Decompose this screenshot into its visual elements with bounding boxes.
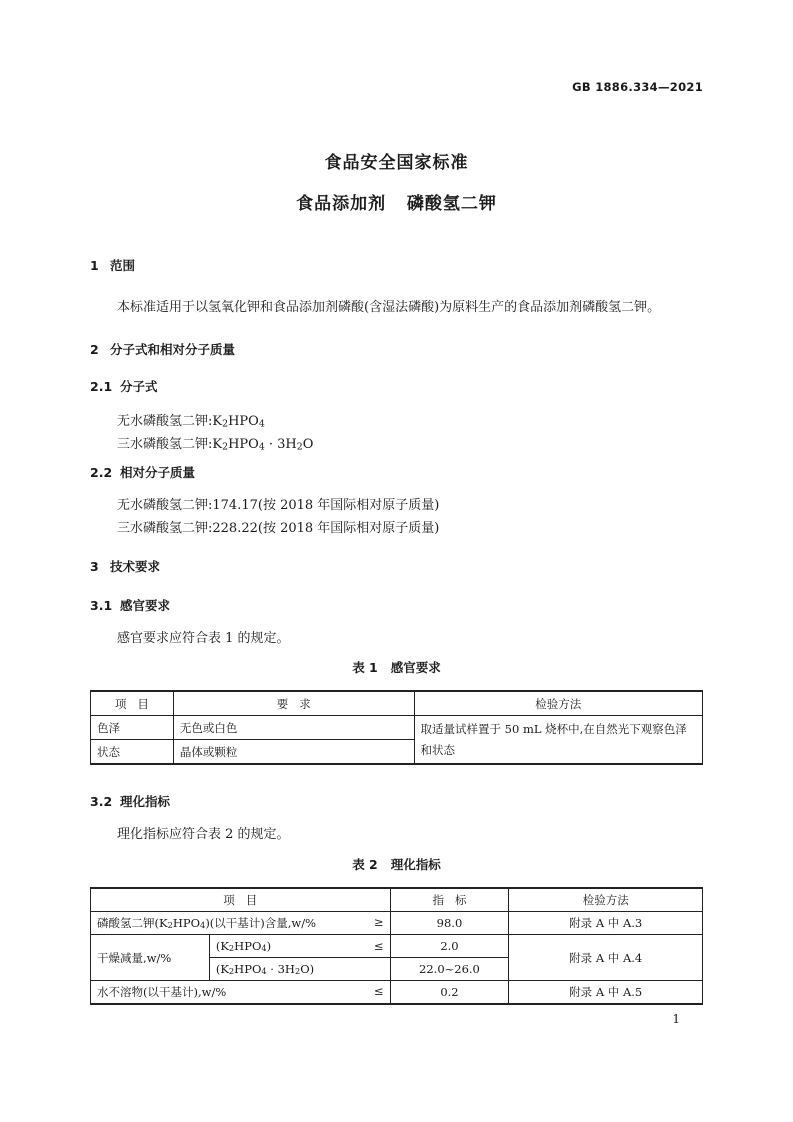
page-number: 1 bbox=[672, 1012, 680, 1026]
inequality-sign: ≤ bbox=[373, 984, 384, 998]
item-cell: 水不溶物(以干基计),w/% ≤ bbox=[91, 981, 391, 1005]
section-title: 相对分子质量 bbox=[120, 465, 196, 480]
physicochemical-indicators-table bbox=[90, 887, 703, 1005]
table-2-caption: 表 2 理化指标 bbox=[352, 857, 441, 872]
standard-number: GB 1886.334—2021 bbox=[572, 80, 703, 94]
formula-label: 三水磷酸氢二钾: bbox=[117, 437, 213, 452]
section-number: 3.1 bbox=[90, 598, 113, 613]
section-1-heading bbox=[90, 256, 135, 274]
section-number: 3.2 bbox=[90, 794, 113, 809]
section-number: 2 bbox=[90, 342, 99, 357]
scope-paragraph: 本标准适用于以氢氧化钾和食品添加剂磷酸(含湿法磷酸)为原料生产的食品添加剂磷酸氢二钾。 bbox=[117, 300, 661, 315]
molecular-mass-trihydrate: 三水磷酸氢二钾:228.22(按 2018 年国际相对原子质量) bbox=[117, 521, 440, 536]
item-cell: 干燥减量,w/% bbox=[91, 935, 210, 981]
molecular-mass-anhydrous: 无水磷酸氢二钾:174.17(按 2018 年国际相对原子质量) bbox=[117, 498, 440, 513]
physicochemical-paragraph: 理化指标应符合表 2 的规定。 bbox=[117, 827, 290, 842]
table-header-row bbox=[91, 888, 703, 912]
section-title: 分子式 bbox=[120, 379, 158, 394]
section-title: 感官要求 bbox=[120, 598, 171, 613]
sensory-paragraph: 感官要求应符合表 1 的规定。 bbox=[117, 631, 290, 646]
column-header: 指 标 bbox=[390, 888, 509, 912]
value-cell: 98.0 bbox=[390, 912, 509, 935]
formula-trihydrate: 三水磷酸氢二钾$:K_2HPO_4 \cdot 3H_2O$ bbox=[117, 437, 314, 453]
table-header-row bbox=[91, 691, 703, 716]
item-cell: 磷酸氢二钾$(K_2HPO_4)$(以干基计)含量,w/% ≥ bbox=[91, 912, 391, 935]
item-cell: 状态 bbox=[91, 740, 174, 765]
document-subtitle: 食品添加剂 磷酸氢二钾 bbox=[296, 194, 497, 214]
table-row bbox=[91, 716, 703, 740]
sub-item-cell: $(K_2HPO_4 \cdot 3H_2O)$ bbox=[209, 958, 390, 981]
table-row bbox=[91, 981, 703, 1005]
section-number: 1 bbox=[90, 258, 99, 273]
column-header: 项 目 bbox=[91, 888, 391, 912]
sub-item-cell: $(K_2HPO_4)$ ≤ bbox=[209, 935, 390, 958]
value-cell: 0.2 bbox=[390, 981, 509, 1005]
sensory-requirements-table bbox=[90, 690, 703, 765]
table-1-caption: 表 1 感官要求 bbox=[352, 660, 441, 675]
section-title: 技术要求 bbox=[110, 559, 161, 574]
requirement-cell: 晶体或颗粒 bbox=[173, 740, 414, 765]
method-cell: 取适量试样置于 50 mL 烧杯中,在自然光下观察色泽和状态 bbox=[414, 716, 702, 765]
section-3-heading bbox=[90, 557, 160, 575]
formula-label: 无水磷酸氢二钾: bbox=[117, 414, 213, 429]
formula-anhydrous: 无水磷酸氢二钾$:K_2HPO_4$ bbox=[117, 414, 265, 430]
table-row bbox=[91, 912, 703, 935]
table-row bbox=[91, 935, 703, 958]
section-2-1-heading bbox=[90, 377, 158, 395]
requirement-cell: 无色或白色 bbox=[173, 716, 414, 740]
section-number: 2.2 bbox=[90, 465, 113, 480]
column-header: 项 目 bbox=[91, 691, 174, 716]
section-2-heading bbox=[90, 340, 235, 358]
section-title: 分子式和相对分子质量 bbox=[110, 342, 236, 357]
section-3-2-heading bbox=[90, 792, 170, 810]
inequality-sign: ≤ bbox=[373, 939, 384, 953]
inequality-sign: ≥ bbox=[373, 915, 384, 929]
section-number: 2.1 bbox=[90, 379, 113, 394]
method-cell: 附录 A 中 A.5 bbox=[509, 981, 703, 1005]
column-header: 检验方法 bbox=[414, 691, 702, 716]
section-3-1-heading bbox=[90, 596, 170, 614]
item-cell: 色泽 bbox=[91, 716, 174, 740]
section-title: 范围 bbox=[110, 258, 136, 273]
section-title: 理化指标 bbox=[120, 794, 171, 809]
document-title: 食品安全国家标准 bbox=[324, 153, 469, 173]
section-number: 3 bbox=[90, 559, 99, 574]
section-2-2-heading bbox=[90, 463, 195, 481]
method-cell: 附录 A 中 A.3 bbox=[509, 912, 703, 935]
method-cell: 附录 A 中 A.4 bbox=[509, 935, 703, 981]
value-cell: 2.0 bbox=[390, 935, 509, 958]
value-cell: 22.0~26.0 bbox=[390, 958, 509, 981]
column-header: 要 求 bbox=[173, 691, 414, 716]
column-header: 检验方法 bbox=[509, 888, 703, 912]
